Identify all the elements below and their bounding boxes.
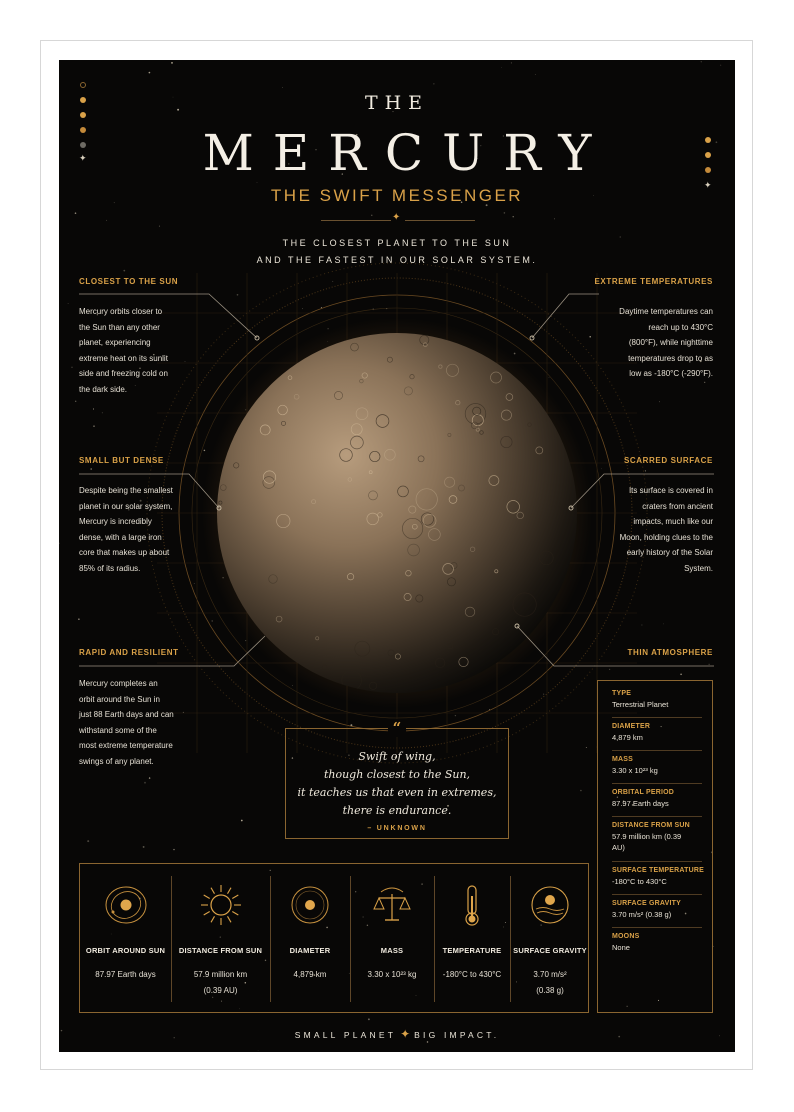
poster	[59, 60, 735, 1052]
fact-value: 3.30 x 10²³ kg	[612, 766, 658, 775]
fact-separator	[612, 750, 702, 751]
fact-label: ORBITAL PERIOD	[612, 789, 675, 796]
fact-mass	[612, 756, 704, 776]
tagline-line-2: AND THE FASTEST IN OUR SOLAR SYSTEM.	[256, 255, 538, 265]
quote-line: it teaches us that even in extremes,	[297, 786, 497, 799]
section-title: THIN ATMOSPHERE	[627, 648, 713, 657]
sun-icon	[198, 882, 244, 928]
fact-separator	[612, 816, 702, 817]
stat-label: ORBIT AROUND SUN	[85, 946, 166, 955]
stat-value	[270, 967, 350, 983]
fact-label: MOONS	[612, 933, 640, 940]
stat-distance	[171, 864, 270, 1014]
section-title: EXTREME TEMPERATURES	[594, 277, 713, 286]
stat-value	[434, 967, 510, 983]
tagline-line-1: THE CLOSEST PLANET TO THE SUN	[282, 238, 512, 248]
section-title: SMALL BUT DENSE	[79, 456, 164, 465]
section-body: Its surface is covered in craters from ancient impacts, much like our Moon, holding clues to the early history of the Solar System.	[619, 486, 713, 573]
diameter-icon	[287, 882, 333, 928]
section-closest-to-sun	[79, 277, 178, 286]
stat-label: TEMPERATURE	[442, 946, 502, 955]
stat-value-line: 4,879 km	[293, 970, 327, 979]
stat-label: SURFACE GRAVITY	[513, 946, 587, 955]
fact-separator	[612, 927, 702, 928]
fact-label: MASS	[612, 756, 634, 763]
page-title: MERCURY	[202, 124, 611, 182]
fact-value: None	[612, 943, 630, 952]
fact-orbital-period	[612, 789, 704, 809]
stat-value-line: (0.38 g)	[536, 986, 564, 995]
section-extreme-temperatures	[594, 277, 713, 286]
section-title: RAPID AND RESILIENT	[79, 648, 179, 657]
quote-line: there is endurance.	[342, 804, 452, 817]
stat-gravity	[510, 864, 590, 1014]
quote-author: – UNKNOWN	[367, 825, 427, 832]
pre-title: THE	[364, 92, 430, 114]
quote-text	[285, 748, 509, 820]
stat-value	[171, 967, 270, 999]
stat-value-line: (0.39 AU)	[203, 986, 238, 995]
quote-line: Swift of wing,	[358, 750, 436, 763]
stat-label: MASS	[380, 946, 404, 955]
stats-panel	[79, 863, 589, 1013]
fact-type	[612, 690, 704, 710]
fact-label: DIAMETER	[612, 723, 651, 730]
fact-surface-gravity	[612, 900, 704, 920]
section-scarred-surface	[624, 456, 713, 465]
fact-separator	[612, 894, 702, 895]
quote-mark-icon: “	[285, 718, 509, 737]
section-thin-atmosphere	[628, 648, 713, 657]
fact-label: SURFACE GRAVITY	[612, 900, 681, 907]
footer-slogan	[59, 1027, 735, 1041]
gravity-icon	[527, 882, 573, 928]
section-body: Mercury orbits closer to the Sun than any other planet, experiencing extreme heat on its sunlit side and freezing cold on the dark side.	[79, 307, 168, 394]
section-title: SCARRED SURFACE	[623, 456, 713, 465]
thermometer-icon	[449, 882, 495, 928]
section-body: Mercury completes an orbit around the Sun in just 88 Earth days and can withstand some of the most extreme temperature swings of any planet.	[79, 679, 174, 766]
stat-value-line: 3.30 x 10²³ kg	[367, 970, 417, 979]
section-title: CLOSEST TO THE SUN	[79, 277, 179, 286]
fact-distance	[612, 822, 704, 853]
stat-orbit	[80, 864, 171, 1014]
stat-value-line: 3.70 m/s²	[533, 970, 567, 979]
footer-right: BIG IMPACT.	[414, 1030, 500, 1040]
stat-label: DIAMETER	[289, 946, 331, 955]
fact-surface-temperature	[612, 867, 704, 887]
fact-value: 57.9 million km (0.39 AU)	[612, 832, 682, 852]
subtitle: THE SWIFT MESSENGER	[270, 186, 524, 205]
fact-label: DISTANCE FROM SUN	[612, 822, 690, 829]
scales-icon	[369, 882, 415, 928]
section-body-wrap	[618, 304, 713, 382]
stat-value	[350, 967, 434, 983]
fact-value: 87.97 Earth days	[612, 799, 669, 808]
fact-value: 4,879 km	[612, 733, 643, 742]
orbit-icon	[103, 882, 149, 928]
divider-star-icon: ✦	[392, 212, 401, 223]
stat-value-line: 57.9 million km	[193, 970, 248, 979]
fact-separator	[612, 717, 702, 718]
stat-diameter	[270, 864, 350, 1014]
footer-star-icon: ✦	[400, 1027, 411, 1041]
section-rapid-and-resilient	[79, 648, 179, 657]
fact-value: Terrestrial Planet	[612, 700, 669, 709]
decor-star-icon: ✦	[79, 154, 87, 164]
fact-diameter	[612, 723, 704, 743]
footer-left: SMALL PLANET	[294, 1030, 397, 1040]
stat-label: DISTANCE FROM SUN	[178, 946, 263, 955]
fact-value: 3.70 m/s² (0.38 g)	[612, 910, 672, 919]
decor-star-icon: ✦	[704, 181, 712, 191]
stat-value	[510, 967, 590, 999]
section-body-wrap	[618, 483, 713, 577]
fact-label: SURFACE TEMPERATURE	[612, 867, 704, 874]
quote-line: though closest to the Sun,	[323, 768, 471, 781]
fact-moons	[612, 933, 704, 953]
fact-label: TYPE	[612, 690, 632, 697]
section-body: Daytime temperatures can reach up to 430°C (800°F), while nighttime temperatures drop to as low as -180°C (-290°F).	[619, 307, 713, 379]
fact-value: -180°C to 430°C	[612, 877, 667, 886]
stat-mass	[350, 864, 434, 1014]
fact-separator	[612, 861, 702, 862]
stat-temperature	[434, 864, 510, 1014]
section-small-but-dense	[79, 456, 164, 465]
fact-separator	[612, 783, 702, 784]
stat-value-line: -180°C to 430°C	[442, 970, 502, 979]
section-body: Despite being the smallest planet in our solar system, Mercury is incredibly dense, with a large iron core that makes up about 85% of its radius.	[79, 486, 173, 573]
stat-value-line: 87.97 Earth days	[95, 970, 156, 979]
facts-panel	[597, 680, 713, 1013]
stat-value	[80, 967, 171, 983]
